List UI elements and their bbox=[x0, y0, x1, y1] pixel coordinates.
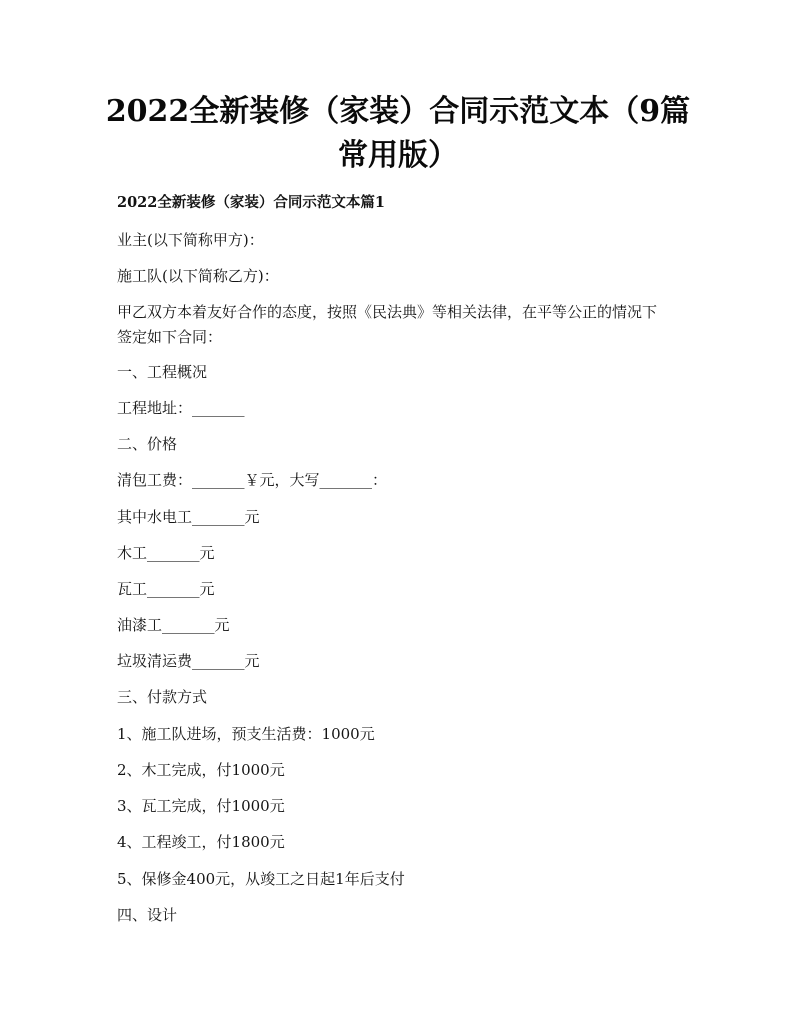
project-address-line: 工程地址：_______ bbox=[117, 399, 245, 417]
preamble-line-2: 签定如下合同： bbox=[117, 328, 223, 346]
payment-item-4: 4、工程竣工，付1800元 bbox=[117, 833, 285, 851]
owner-party-line: 业主(以下简称甲方)： bbox=[117, 231, 264, 249]
payment-item-5: 5、保修金400元，从竣工之日起1年后支付 bbox=[117, 870, 405, 888]
painting-fee-line: 油漆工_______元 bbox=[117, 616, 230, 634]
heading-payment-method: 三、付款方式 bbox=[117, 688, 208, 706]
carpentry-fee-line: 木工_______元 bbox=[117, 544, 215, 562]
payment-item-3: 3、瓦工完成，付1000元 bbox=[117, 797, 285, 815]
preamble-line-1: 甲乙双方本着友好合作的态度，按照《民法典》等相关法律，在平等公正的情况下 bbox=[117, 303, 658, 321]
plumbing-electrical-fee-line: 其中水电工_______元 bbox=[117, 508, 260, 526]
heading-project-overview: 一、工程概况 bbox=[117, 363, 208, 381]
contractor-party-line: 施工队(以下简称乙方)： bbox=[117, 267, 279, 285]
payment-item-2: 2、木工完成，付1000元 bbox=[117, 761, 285, 779]
payment-item-1: 1、施工队进场，预支生活费：1000元 bbox=[117, 725, 375, 743]
tiling-fee-line: 瓦工_______元 bbox=[117, 580, 215, 598]
labor-fee-line: 清包工费：_______￥元，大写_______： bbox=[117, 471, 388, 489]
document-title-line-2: 常用版） bbox=[338, 138, 458, 173]
heading-design: 四、设计 bbox=[117, 906, 178, 924]
waste-removal-fee-line: 垃圾清运费_______元 bbox=[117, 652, 260, 670]
section-heading: 2022全新装修（家装）合同示范文本篇1 bbox=[117, 194, 385, 211]
document-title-line-1: 2022全新装修（家装）合同示范文本（9篇 bbox=[105, 94, 691, 129]
heading-price: 二、价格 bbox=[117, 435, 178, 453]
